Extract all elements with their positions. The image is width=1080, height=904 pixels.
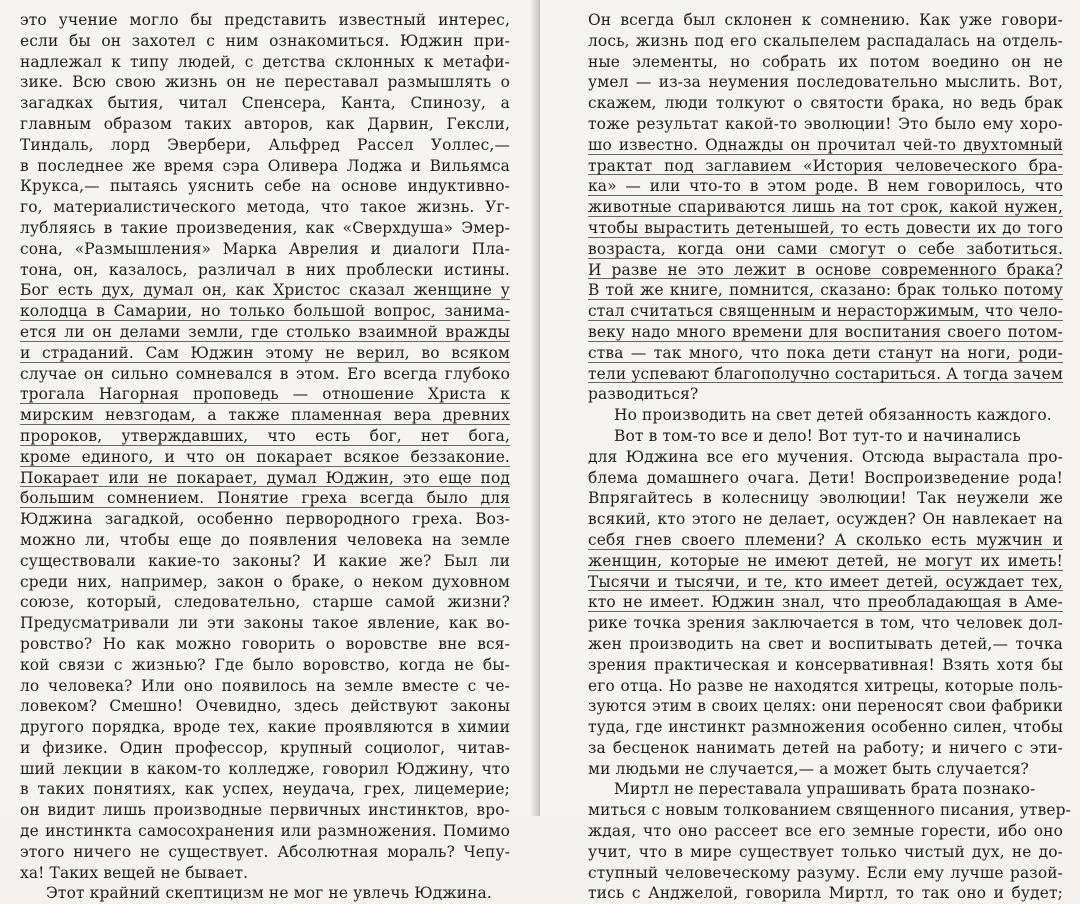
text-line: кроме единого, и что он покарает всякое беззаконие. xyxy=(20,447,510,466)
text-line: Впрягайтесь в колесницу эволюции! Так неужели же xyxy=(588,489,1063,508)
text-line: стал считаться священным и нерасторжимым, что чело- xyxy=(588,302,1063,321)
text-line: Он всегда был склонен к сомнению. Как уже говори- xyxy=(588,11,1063,29)
text-line: пророков, утверждавших, что есть бог, нет бога, xyxy=(20,426,510,445)
text-line: Этот крайний скептицизм не мог не увлечь Юджина. xyxy=(46,884,492,903)
left-page-text xyxy=(20,10,510,904)
text-line: если бы он захотел с ним ознакомиться. Юджин при- xyxy=(20,31,510,50)
text-line: ка» — или что-то в этом роде. В нем говорилось, что xyxy=(588,177,1063,196)
text-line: разводиться? xyxy=(588,385,699,404)
text-line: мирским невзгодам, а также пламенная вера древних xyxy=(20,406,510,425)
text-line: ства — так много, что пока дети станут на ноги, роди- xyxy=(588,343,1063,362)
text-line: ждая, что оно рассеет все его земные горести, ибо оно xyxy=(588,822,1063,841)
text-line: Тысячи и тысячи, и те, кто имеет детей, осуждает тех, xyxy=(588,572,1063,591)
text-line: животные спариваются лишь на тот срок, какой нужен, xyxy=(588,198,1063,217)
text-line: среди них, например, закон о браке, о неком духовном xyxy=(20,572,510,591)
text-line: зрения практическая и консервативная! Взять хотя бы xyxy=(588,655,1063,674)
text-line: тись с Анджелой, говорила Миртл, то так оно и будет; xyxy=(588,884,1063,903)
text-line: в таких понятиях, как успех, неудача, грех, лицемерие; xyxy=(20,780,510,799)
text-line: всякий, кто этого не делает, осужден? Он навлекает на xyxy=(588,510,1063,529)
text-line: кой связи с жизнью? Где было воровство, когда не бы- xyxy=(20,655,510,674)
text-line: загадках бытия, читал Спенсера, Канта, Спинозу, а xyxy=(20,94,510,113)
left-page xyxy=(0,0,540,903)
text-line: учит, что в мире существует только чистый дух, не до- xyxy=(588,842,1063,861)
text-line: жен производить на свет и воспитывать детей,— точка xyxy=(588,634,1063,653)
text-line: скажем, люди толкуют о святости брака, но ведь брак xyxy=(588,94,1063,113)
text-line: существовали какие-то законы? И какие же? Был ли xyxy=(20,551,510,570)
text-line: трогала Нагорная проповедь — отношение Христа к xyxy=(20,385,510,404)
text-line: за бесценок нанимать детей на работу; и ничего с эти- xyxy=(588,738,1063,757)
text-line: женщин, которые не имеют детей, не могут их иметь! xyxy=(588,551,1063,570)
text-line: это учение могло бы представить известный интерес, xyxy=(20,11,510,29)
text-line: и физике. Один профессор, крупный социолог, читав- xyxy=(20,738,510,757)
text-line: ло человека? Или оно появилось на земле вместе с че- xyxy=(20,676,510,695)
text-line: зуются этим в своих целях: они переносят свои фабрики xyxy=(588,697,1063,716)
text-line: ется ли он делами земли, где столько взаимной вражды xyxy=(20,322,510,341)
text-line: де инстинкта самосохранения или размножения. Помимо xyxy=(20,822,510,841)
text-line: блема домашнего очага. Дети! Воспроизведение рода! xyxy=(588,468,1063,487)
text-line: го, материалистического метода, что такое жизнь. Уг- xyxy=(20,198,510,217)
text-line: Юджина загадкой, особенно первородного греха. Воз- xyxy=(20,510,510,529)
text-line: в последнее же время сэра Оливера Лоджа и Вильямса xyxy=(20,156,510,175)
text-line: сона, «Размышления» Марка Аврелия и диалоги Пла- xyxy=(20,239,510,258)
text-line: этого ничего не существует. Абсолютная мораль? Чепу- xyxy=(20,842,510,861)
text-line: себя гнев своего племени? А сколько есть мужчин и xyxy=(588,530,1063,549)
text-line: В той же книге, помнится, сказано: брак только потому xyxy=(588,281,1063,300)
text-line: чтобы вырастить детенышей, то есть довести их до того xyxy=(588,218,1063,237)
text-line: ловеком? Смешно! Очевидно, здесь действуют законы xyxy=(20,697,510,716)
text-line: лось, жизнь под его скальпелем распадалась на отдель- xyxy=(588,31,1063,50)
text-line: ми людьми не случается,— а может быть случается? xyxy=(588,759,1029,778)
text-line: Покарает или не покарает, думал Юджин, это еще под xyxy=(20,468,510,487)
right-page xyxy=(540,0,1080,903)
text-line: ха! Таких вещей не бывает. xyxy=(20,863,249,882)
text-line: И разве не это лежит в основе современного брака? xyxy=(588,260,1063,279)
text-line: Вот в том-то все и дело! Вот тут-то и начинались xyxy=(614,426,1021,445)
text-line: трактат под заглавием «История человеческого бра- xyxy=(588,156,1063,175)
text-line: главным образом таких авторов, как Дарвин, Гексли, xyxy=(20,114,510,133)
text-line: миться с новым толкованием священного писания, утвер- xyxy=(588,801,1072,820)
text-line: можно ли, чтобы еще до появления человека на земле xyxy=(20,530,510,549)
text-line: тели успевают благополучно состариться. А тогда зачем xyxy=(588,364,1063,383)
text-line: его отца. Но разве не находятся хитрецы, которые поль- xyxy=(588,676,1063,695)
text-line: веку надо много времени для воспитания своего потом- xyxy=(588,322,1063,341)
text-line: лубляясь в такие произведения, как «Сверхдуша» Эмер- xyxy=(20,218,510,237)
text-line: Крукса,— пытаясь уяснить себе на основе индуктивно- xyxy=(20,177,510,196)
text-line: ступный человеческому разуму. Если ему лучше разой- xyxy=(588,863,1063,882)
text-line: Миртл не переставала упрашивать брата познако- xyxy=(614,780,1036,799)
text-line: шо известно. Однажды он прочитал чей-то двухтомный xyxy=(588,135,1063,154)
text-line: тона, он, казалось, различал в них проблески истины. xyxy=(20,260,510,279)
text-line: зике. Всю свою жизнь он не переставал размышлять о xyxy=(20,73,510,92)
text-line: колодца в Самарии, но только большой вопрос, занима- xyxy=(20,302,510,321)
text-line: ший лекции в каком-то колледже, говорил Юджину, что xyxy=(20,759,510,778)
text-line: большим сомнением. Понятие греха всегда было для xyxy=(20,489,510,508)
text-line: возраста, когда они сами смогут о себе заботиться. xyxy=(588,239,1063,258)
text-line: кто не имеет. Юджин знал, что преобладающая в Аме- xyxy=(588,593,1063,612)
text-line: другого порядка, вроде тех, какие проявляются в химии xyxy=(20,718,510,737)
text-line: Но производить на свет детей обязанность каждого. xyxy=(614,406,1052,425)
right-page-text xyxy=(588,10,1072,904)
text-line: он видит лишь производные первичных инстинктов, вро- xyxy=(20,801,510,820)
text-line: случае он сильно сомневался в этом. Его всегда глубоко xyxy=(20,364,510,383)
text-line: надлежал к типу людей, с детства склонных к метафи- xyxy=(20,52,510,71)
text-line: и страданий. Сам Юджин этому не верил, во всяком xyxy=(20,343,510,362)
text-line: для Юджина все его мучения. Отсюда вырастала про- xyxy=(588,447,1063,466)
text-line: ровство? Но как можно говорить о воровстве вне вся- xyxy=(20,634,510,653)
text-line: союзе, который, следовательно, старше самой жизни? xyxy=(20,593,510,612)
text-line: ные элементы, но собрать их потом воедино он не xyxy=(588,52,1063,71)
text-line: рике точка зрения заключается в том, что человек дол- xyxy=(588,614,1063,633)
text-line: Предусматривали ли эти законы такое явление, как во- xyxy=(20,614,510,633)
text-line: умел — из-за неумения последовательно мыслить. Вот, xyxy=(588,73,1063,92)
text-line: Бог есть дух, думал он, как Христос сказал женщине у xyxy=(20,281,510,300)
text-line: тоже результат какой-то эволюции! Это было ему хоро- xyxy=(588,114,1063,133)
text-line: туда, где инстинкт размножения особенно силен, чтобы xyxy=(588,718,1063,737)
text-line: Тиндаль, лорд Эвербери, Альфред Рассел Уоллес,— xyxy=(20,135,510,154)
